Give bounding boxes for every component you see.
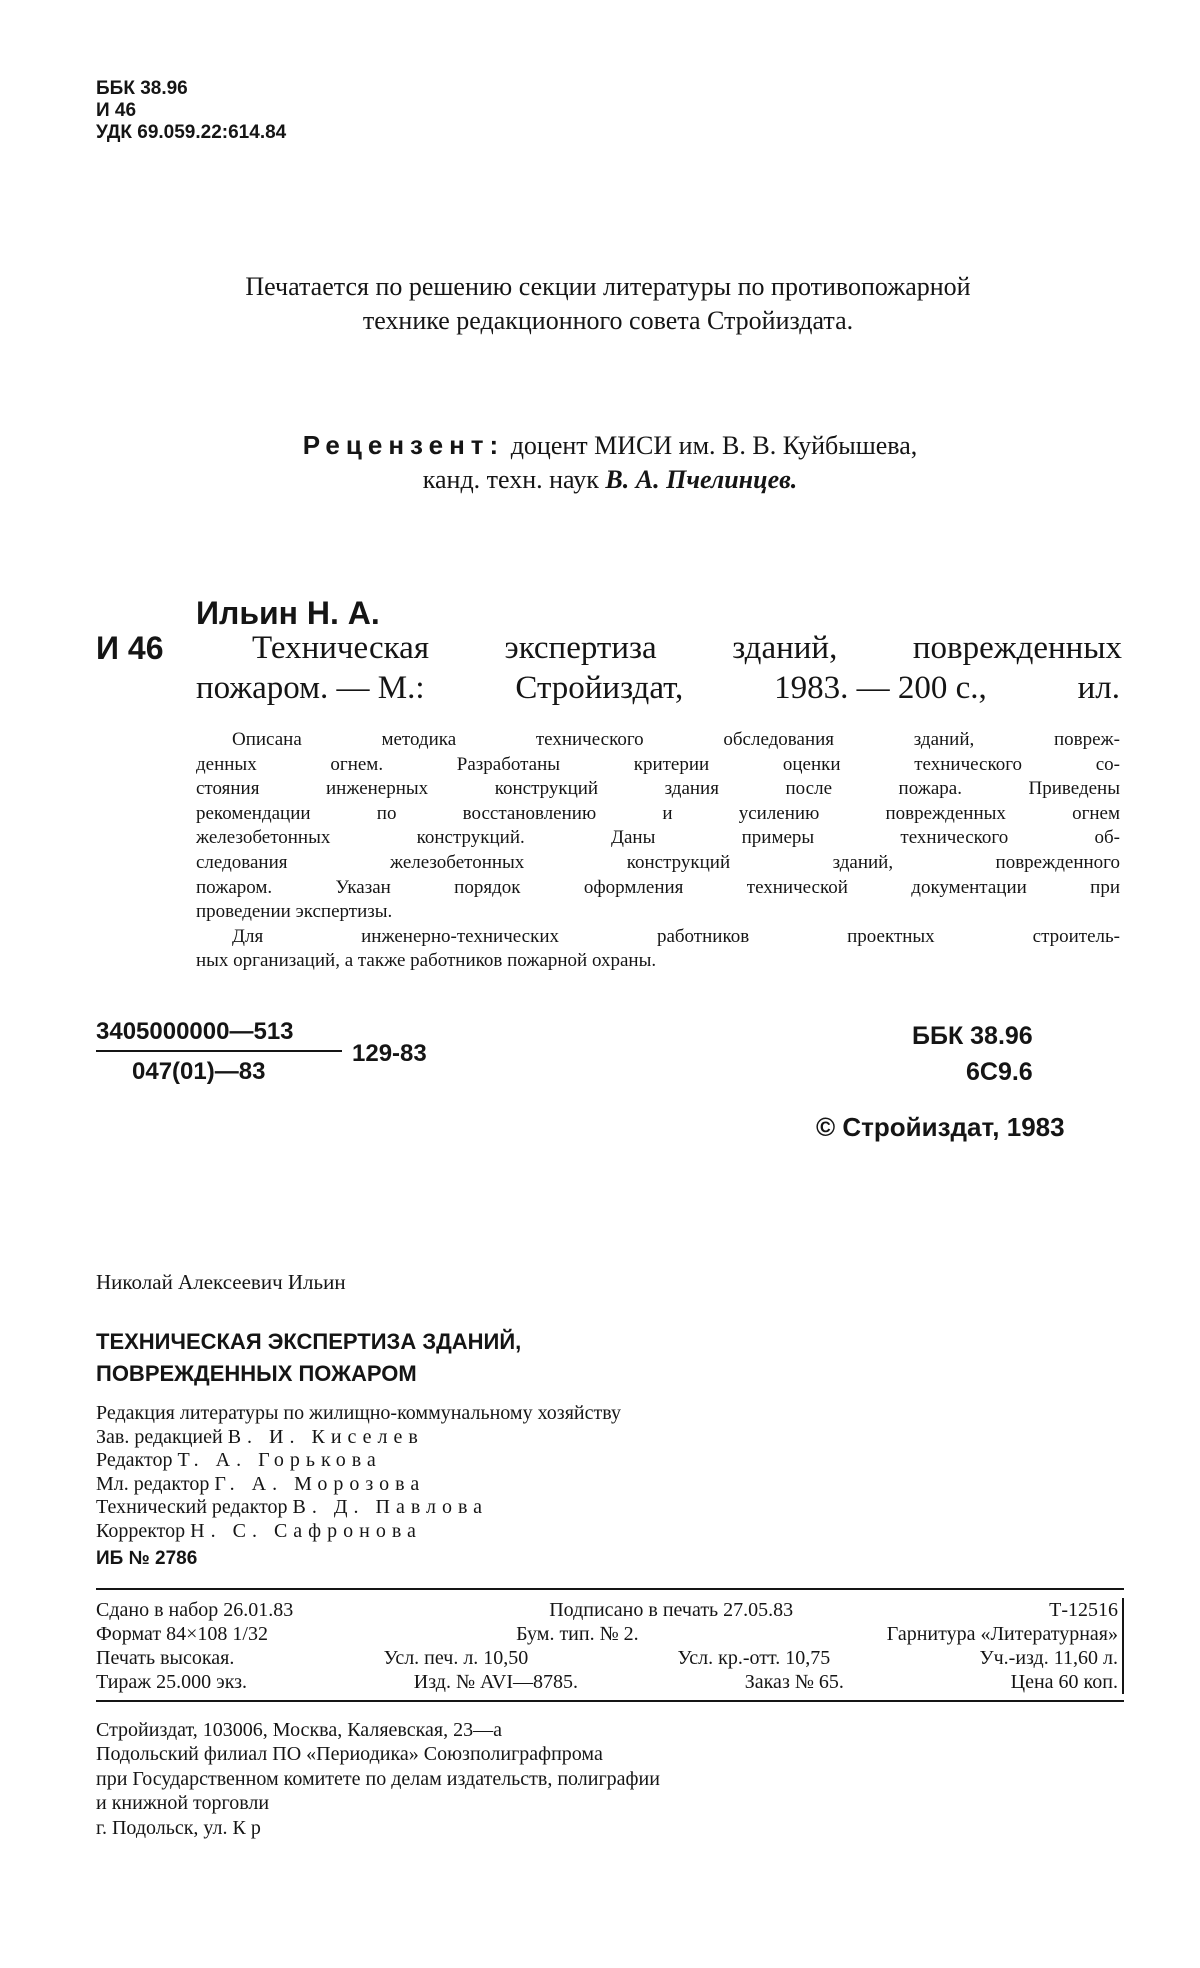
print-cell: Цена 60 коп. bbox=[1010, 1671, 1118, 1693]
print-row bbox=[96, 1670, 1118, 1694]
print-table-top-rule bbox=[96, 1588, 1124, 1590]
staff-role: Корректор bbox=[96, 1519, 191, 1542]
print-cell: Усл. печ. л. 10,50 bbox=[383, 1647, 529, 1669]
annotation-line: пожаром. Указан порядок оформления технической документации при bbox=[196, 876, 1120, 898]
print-row bbox=[96, 1646, 1118, 1670]
publisher-line: и книжной торговли bbox=[96, 1792, 270, 1815]
annotation-line: Описана методика технического обследования зданий, повреж- bbox=[232, 729, 1120, 750]
staff-role: Мл. редактор bbox=[96, 1472, 215, 1495]
annotation bbox=[196, 728, 1120, 974]
print-cell: Уч.-изд. 11,60 л. bbox=[979, 1647, 1118, 1669]
bbk-right-block bbox=[912, 1018, 1033, 1090]
udk-code: УДК 69.059.22:614.84 bbox=[96, 122, 287, 143]
ib-number: ИБ № 2786 bbox=[96, 1548, 198, 1569]
staff-name: В. И. Киселев bbox=[227, 1425, 424, 1448]
annotation-line: железобетонных конструкций. Даны примеры технического об- bbox=[196, 827, 1120, 849]
staff-row bbox=[96, 1426, 621, 1450]
colophon-title bbox=[96, 1326, 521, 1390]
title-part: Стройиздат, bbox=[515, 670, 684, 706]
annotation-line: проведении экспертизы. bbox=[196, 901, 393, 923]
book-title-line-2 bbox=[196, 670, 1120, 707]
staff-row bbox=[96, 1473, 621, 1497]
print-cell: Тираж 25.000 экз. bbox=[96, 1671, 248, 1693]
publisher-line: Стройиздат, 103006, Москва, Каляевская, 23—а bbox=[96, 1719, 502, 1741]
print-note-line-2: технике редакционного совета Стройиздата. bbox=[362, 306, 854, 335]
reviewer-degree: канд. техн. наук bbox=[422, 465, 606, 494]
publisher-line: Подольский филиал ПО «Периодика» Союзполиграфпрома bbox=[96, 1743, 603, 1766]
catalog-number: 129-83 bbox=[352, 1040, 427, 1067]
staff-role: Редакция литературы по жилищно-коммунальному хозяйству bbox=[96, 1402, 621, 1424]
audience-line: Для инженерно-технических работников проектных строитель- bbox=[232, 925, 1120, 947]
author-mark: И 46 bbox=[96, 100, 137, 121]
staff-role: Редактор bbox=[96, 1449, 178, 1472]
colophon-author: Николай Алексеевич Ильин bbox=[96, 1270, 346, 1294]
reviewer-line-2 bbox=[200, 463, 1020, 497]
staff-row bbox=[96, 1496, 621, 1520]
annotation-line: рекомендации по восстановлению и усилению поврежденных огнем bbox=[196, 802, 1120, 824]
print-cell: Усл. кр.-отт. 10,75 bbox=[677, 1647, 831, 1669]
print-cell: Бум. тип. № 2. bbox=[516, 1623, 639, 1645]
print-cell: Формат 84×108 1/32 bbox=[96, 1623, 268, 1645]
bbk-code: ББК 38.96 bbox=[96, 78, 188, 99]
publisher-imprint bbox=[96, 1718, 660, 1840]
staff-name: Г. А. Морозова bbox=[214, 1472, 426, 1495]
print-row bbox=[96, 1598, 1118, 1622]
annotation-line: денных огнем. Разработаны критерии оценки технического со- bbox=[196, 753, 1120, 775]
staff-row bbox=[96, 1402, 621, 1426]
copyright: © Стройиздат, 1983 bbox=[816, 1112, 1065, 1142]
editorial-staff bbox=[96, 1402, 621, 1544]
print-note bbox=[96, 270, 1120, 338]
print-table-bottom-rule bbox=[96, 1700, 1124, 1702]
book-author-mark: И 46 bbox=[96, 630, 164, 666]
print-details-table bbox=[96, 1598, 1124, 1694]
print-row bbox=[96, 1622, 1118, 1646]
staff-role: Технический редактор bbox=[96, 1496, 293, 1519]
print-cell: Печать высокая. bbox=[96, 1647, 235, 1669]
title-part: ил. bbox=[1077, 670, 1120, 706]
classification-block bbox=[96, 78, 286, 144]
print-cell: Т-12516 bbox=[1049, 1599, 1118, 1621]
print-note-line-1: Печатается по решению секции литературы по противопожарной bbox=[245, 272, 971, 301]
colophon-title-line-1: ТЕХНИЧЕСКАЯ ЭКСПЕРТИЗА ЗДАНИЙ, bbox=[96, 1329, 522, 1354]
print-cell: Подписано в печать 27.05.83 bbox=[549, 1599, 794, 1621]
audience-line: ных организаций, а также работников пожарной охраны. bbox=[196, 950, 657, 972]
reviewer-name: В. А. Пчелинцев. bbox=[605, 465, 798, 494]
print-cell: Заказ № 65. bbox=[744, 1671, 844, 1693]
annotation-line: следования железобетонных конструкций зданий, поврежденного bbox=[196, 851, 1120, 873]
staff-name: В. Д. Павлова bbox=[292, 1496, 489, 1519]
bbk-right-subcode: 6С9.6 bbox=[965, 1058, 1033, 1086]
book-title-line-1: Техническая экспертиза зданий, поврежденных bbox=[252, 630, 1122, 666]
catalog-fraction bbox=[96, 1018, 342, 1086]
fraction-rule bbox=[96, 1050, 342, 1052]
publisher-line: при Государственном комитете по делам издательств, полиграфии bbox=[96, 1767, 660, 1790]
catalog-numerator: 3405000000—513 bbox=[96, 1018, 294, 1045]
title-part: 1983. — 200 с., bbox=[774, 670, 987, 706]
reviewer-block bbox=[200, 428, 1020, 497]
staff-name: Н. С. Сафронова bbox=[190, 1519, 422, 1542]
reviewer-position: доцент МИСИ им. В. В. Куйбышева, bbox=[504, 431, 918, 460]
reviewer-label: Рецензент: bbox=[302, 430, 505, 460]
staff-row bbox=[96, 1449, 621, 1473]
bbk-right-code: ББК 38.96 bbox=[912, 1022, 1033, 1050]
staff-name: Т. А. Горькова bbox=[177, 1449, 382, 1472]
catalog-denominator: 047(01)—83 bbox=[132, 1058, 266, 1085]
staff-role: Зав. редакцией bbox=[96, 1425, 228, 1448]
publisher-line: г. Подольск, ул. К р bbox=[96, 1816, 261, 1839]
reviewer-line-1 bbox=[200, 428, 1020, 463]
annotation-line: стояния инженерных конструкций здания после пожара. Приведены bbox=[196, 778, 1120, 800]
staff-row bbox=[96, 1520, 621, 1544]
title-part: пожаром. — М.: bbox=[196, 670, 425, 706]
print-cell: Сдано в набор 26.01.83 bbox=[96, 1599, 294, 1621]
colophon-title-line-2: ПОВРЕЖДЕННЫХ ПОЖАРОМ bbox=[96, 1361, 417, 1386]
book-author: Ильин Н. А. bbox=[196, 595, 380, 631]
print-cell: Изд. № AVI—8785. bbox=[413, 1671, 579, 1693]
print-cell: Гарнитура «Литературная» bbox=[886, 1623, 1118, 1645]
